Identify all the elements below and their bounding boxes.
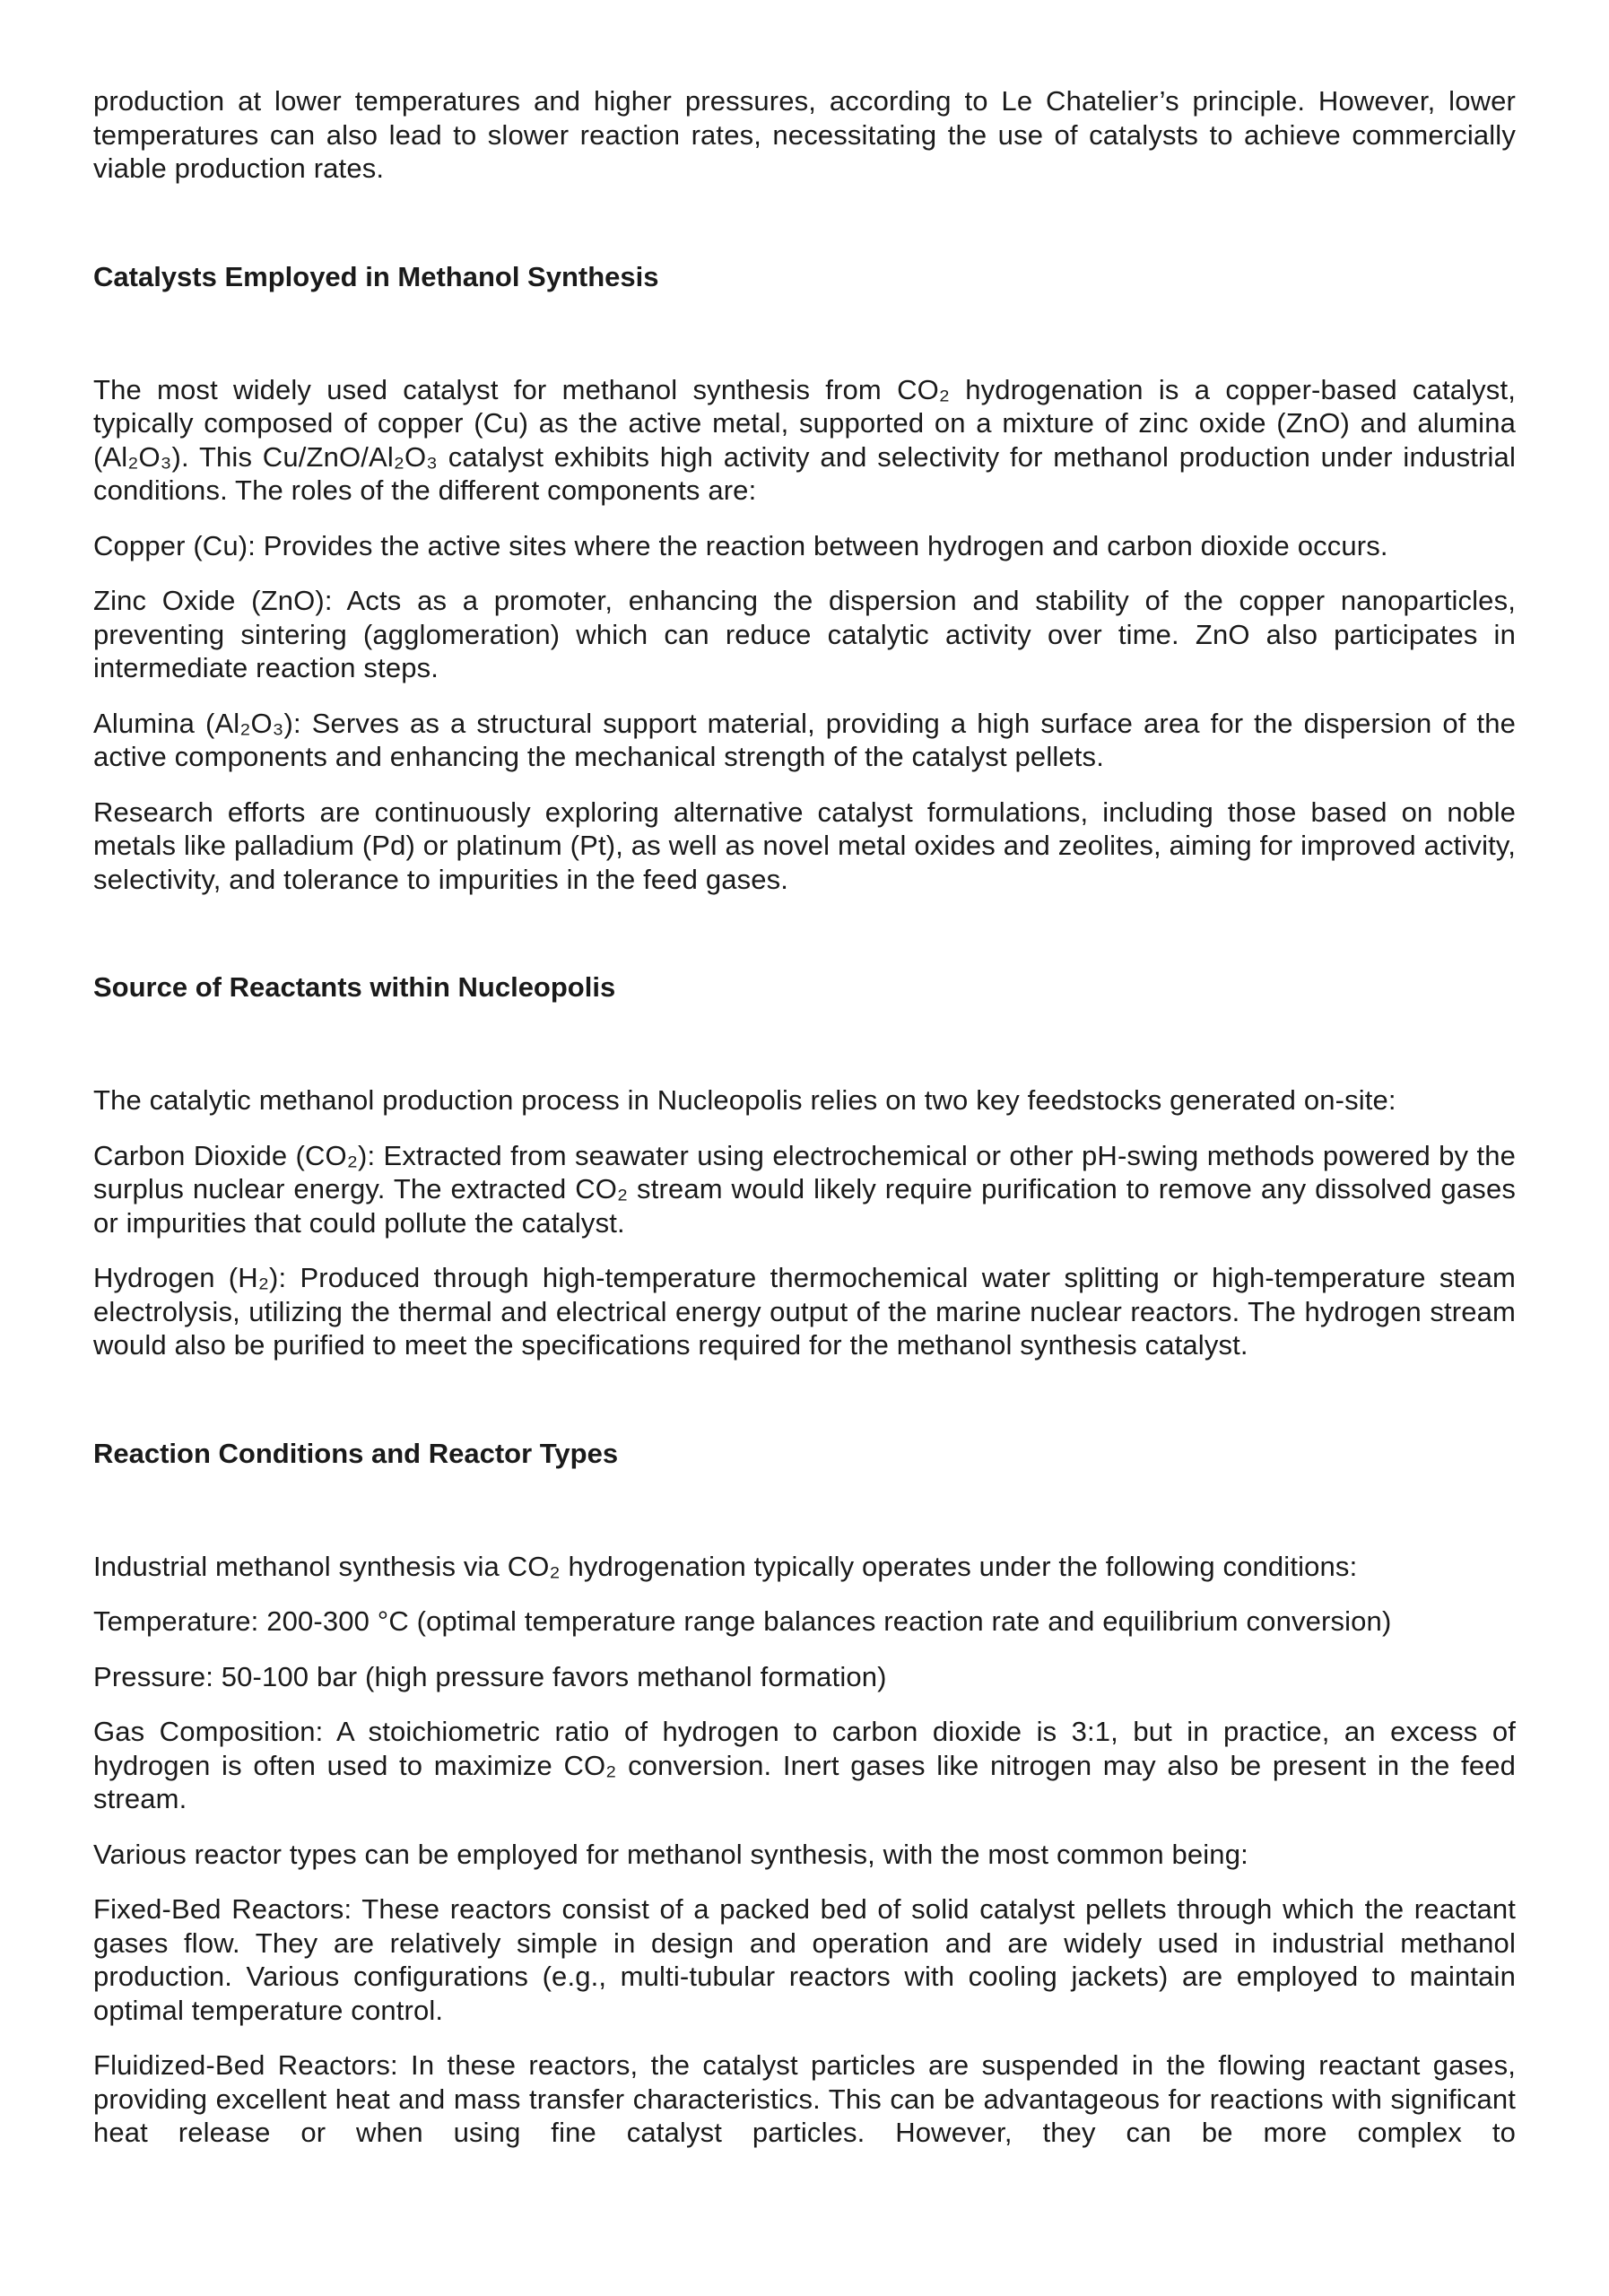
section-heading-catalysts: Catalysts Employed in Methanol Synthesis bbox=[93, 260, 659, 292]
section-heading-conditions: Reaction Conditions and Reactor Types bbox=[93, 1437, 619, 1469]
conditions-paragraph-gas-composition: Gas Composition: A stoichiometric ratio of hydrogen to carbon dioxide is 3:1, but in practice, an excess of hydrogen is often used to maximize CO₂ conversion. Inert gases like nitrogen may also be present in the feed stream. bbox=[93, 1716, 1516, 1814]
catalysts-paragraph-overview: The most widely used catalyst for methanol synthesis from CO₂ hydrogenation is a copper-based catalyst, typically composed of copper (Cu) as the active metal, supported on a mixture of zinc oxide (ZnO) and alumina (Al₂O₃). This Cu/ZnO/Al₂O₃ catalyst exhibits high activity and selectivity for methanol production under industrial conditions. The roles of the different components are: bbox=[93, 373, 1516, 506]
section-heading-reactants: Source of Reactants within Nucleopolis bbox=[93, 971, 616, 1003]
conditions-paragraph-reactor-types: Various reactor types can be employed for methanol synthesis, with the most common being: bbox=[93, 1838, 1248, 1870]
conditions-paragraph-fluidized-bed: Fluidized-Bed Reactors: In these reactors, the catalyst particles are suspended in the flowing reactant gases, providing excellent heat and mass transfer characteristics. This can be advantageous for reactions with significant heat release or when using fine catalyst particles. However, they can be more complex to bbox=[93, 2049, 1516, 2148]
catalysts-paragraph-research: Research efforts are continuously exploring alternative catalyst formulations, including those based on noble metals like palladium (Pd) or platinum (Pt), as well as novel metal oxides and zeolites, aiming for improved activity, selectivity, and tolerance to impurities in the feed gases. bbox=[93, 796, 1516, 895]
catalysts-paragraph-alumina: Alumina (Al₂O₃): Serves as a structural support material, providing a high surface area for the dispersion of the active components and enhancing the mechanical strength of the catalyst pellets. bbox=[93, 707, 1516, 772]
catalysts-paragraph-zinc-oxide: Zinc Oxide (ZnO): Acts as a promoter, enhancing the dispersion and stability of the copper nanoparticles, preventing sintering (agglomeration) which can reduce catalytic activity over time. ZnO also participates in intermediate reaction steps. bbox=[93, 585, 1516, 683]
conditions-paragraph-pressure: Pressure: 50-100 bar (high pressure favors methanol formation) bbox=[93, 1660, 887, 1692]
conditions-paragraph-intro: Industrial methanol synthesis via CO₂ hydrogenation typically operates under the following conditions: bbox=[93, 1550, 1358, 1582]
intro-paragraph: production at lower temperatures and higher pressures, according to Le Chatelier’s principle. However, lower temperatures can also lead to slower reaction rates, necessitating the use of catalysts to achieve commercially viable production rates. bbox=[93, 85, 1516, 184]
reactants-paragraph-hydrogen: Hydrogen (H₂): Produced through high-temperature thermochemical water splitting or high-temperature steam electrolysis, utilizing the thermal and electrical energy output of the marine nuclear reactors. The hydrogen stream would also be purified to meet the specifications required for the methanol synthesis catalyst. bbox=[93, 1262, 1516, 1361]
reactants-paragraph-co2: Carbon Dioxide (CO₂): Extracted from seawater using electrochemical or other pH-swing methods powered by the surplus nuclear energy. The extracted CO₂ stream would likely require purification to remove any dissolved gases or impurities that could pollute the catalyst. bbox=[93, 1139, 1516, 1239]
catalysts-paragraph-copper: Copper (Cu): Provides the active sites where the reaction between hydrogen and carbon dioxide occurs. bbox=[93, 529, 1388, 561]
document-page bbox=[93, 84, 1516, 2150]
conditions-paragraph-temperature: Temperature: 200-300 °C (optimal temperature range balances reaction rate and equilibrium conversion) bbox=[93, 1605, 1392, 1637]
conditions-paragraph-fixed-bed: Fixed-Bed Reactors: These reactors consist of a packed bed of solid catalyst pellets through which the reactant gases flow. They are relatively simple in design and operation and are widely used in industrial methanol production. Various configurations (e.g., multi-tubular reactors with cooling jackets) are employed to maintain optimal temperature control. bbox=[93, 1893, 1516, 2026]
reactants-paragraph-intro: The catalytic methanol production process in Nucleopolis relies on two key feedstocks generated on-site: bbox=[93, 1084, 1396, 1116]
